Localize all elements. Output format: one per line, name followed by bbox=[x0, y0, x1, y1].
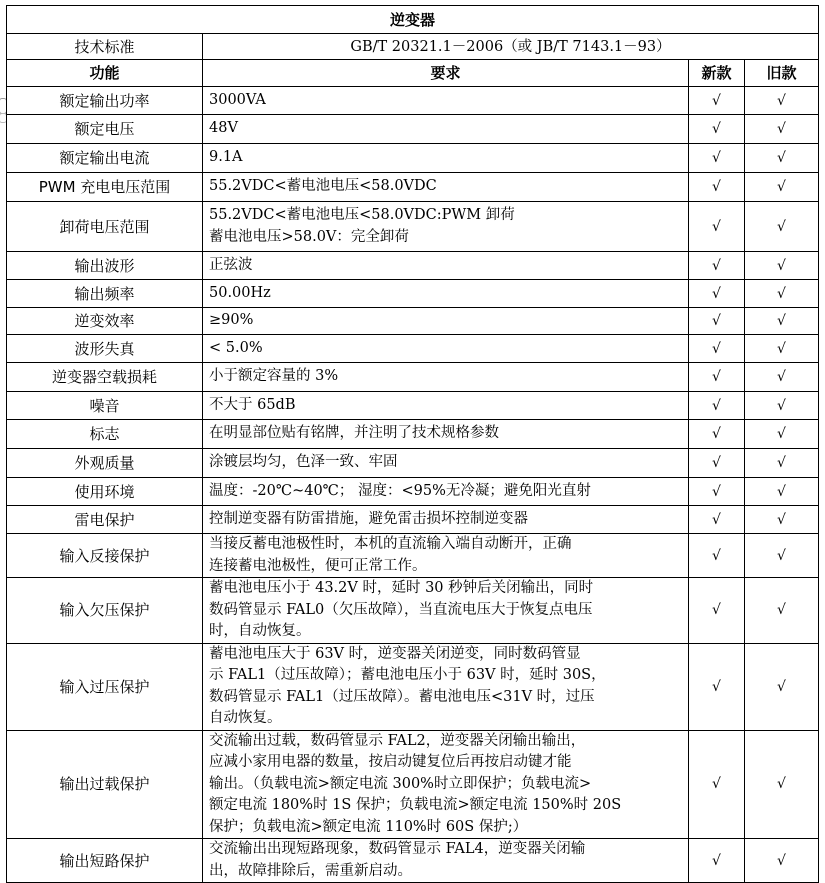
table-row bbox=[7, 335, 819, 363]
check-old: √ bbox=[745, 202, 819, 252]
table-row bbox=[7, 506, 819, 534]
check-old: √ bbox=[745, 392, 819, 420]
table-row bbox=[7, 534, 819, 578]
check-new: √ bbox=[689, 308, 745, 335]
spec-table-container bbox=[6, 5, 818, 883]
table-row bbox=[7, 202, 819, 252]
function-cell: 标志 bbox=[7, 420, 203, 449]
check-old: √ bbox=[745, 363, 819, 392]
check-old: √ bbox=[745, 115, 819, 144]
check-old: √ bbox=[745, 534, 819, 578]
check-new: √ bbox=[689, 87, 745, 115]
requirement-cell bbox=[203, 87, 689, 115]
requirement-line: 55.2VDC<蓄电池电压<58.0VDC bbox=[209, 178, 437, 195]
requirement-cell bbox=[203, 144, 689, 173]
requirement-line: 在明显部位贴有铭牌，并注明了技术规格参数 bbox=[209, 425, 499, 442]
table-row bbox=[7, 730, 819, 839]
requirement-line: 出，故障排除后，需重新启动。 bbox=[209, 862, 412, 879]
requirement-line: 48V bbox=[209, 120, 238, 137]
check-new: √ bbox=[689, 506, 745, 534]
check-new: √ bbox=[689, 839, 745, 883]
requirement-cell bbox=[203, 420, 689, 449]
check-old: √ bbox=[745, 420, 819, 449]
requirement-line: 数码管显示 FAL1（过压故障）。蓄电池电压<31V 时，过压 bbox=[209, 688, 595, 705]
requirement-cell bbox=[203, 839, 689, 883]
check-new: √ bbox=[689, 280, 745, 308]
header-function: 功能 bbox=[7, 60, 203, 87]
function-cell: 输入欠压保护 bbox=[7, 578, 203, 644]
function-cell: 噪音 bbox=[7, 392, 203, 420]
function-cell: 输入过压保护 bbox=[7, 643, 203, 730]
requirement-line: 控制逆变器有防雷措施，避免雷击损坏控制逆变器 bbox=[209, 510, 528, 527]
check-new: √ bbox=[689, 392, 745, 420]
check-old: √ bbox=[745, 478, 819, 506]
requirement-line: 小于额定容量的 3% bbox=[209, 368, 339, 385]
function-cell: 逆变效率 bbox=[7, 308, 203, 335]
check-new: √ bbox=[689, 335, 745, 363]
table-row bbox=[7, 115, 819, 144]
standard-label: 技术标准 bbox=[7, 34, 203, 60]
table-row bbox=[7, 839, 819, 883]
header-requirement: 要求 bbox=[203, 60, 689, 87]
check-old: √ bbox=[745, 335, 819, 363]
requirement-cell bbox=[203, 534, 689, 578]
function-cell: 卸荷电压范围 bbox=[7, 202, 203, 252]
check-new: √ bbox=[689, 420, 745, 449]
table-row bbox=[7, 280, 819, 308]
requirement-line: 应减小家用电器的数量，按启动键复位后再按启动键才能 bbox=[209, 754, 572, 770]
check-old: √ bbox=[745, 839, 819, 883]
requirement-line: < 5.0% bbox=[209, 339, 263, 356]
check-old: √ bbox=[745, 730, 819, 839]
requirement-cell bbox=[203, 643, 689, 730]
function-cell: 波形失真 bbox=[7, 335, 203, 363]
requirement-line: 数码管显示 FAL0（欠压故障），当直流电压大于恢复点电压 bbox=[209, 601, 593, 618]
requirement-cell bbox=[203, 449, 689, 478]
requirement-line: 时，自动恢复。 bbox=[209, 623, 311, 639]
table-row bbox=[7, 392, 819, 420]
requirement-line: 正弦波 bbox=[209, 256, 253, 273]
check-old: √ bbox=[745, 87, 819, 115]
check-old: √ bbox=[745, 449, 819, 478]
function-cell: 使用环境 bbox=[7, 478, 203, 506]
requirement-line: 交流输出过载，数码管显示 FAL2，逆变器关闭输出输出， bbox=[209, 732, 586, 749]
requirement-line: 保护；负载电流>额定电流 110%时 60S 保护;） bbox=[209, 818, 528, 835]
table-row bbox=[7, 578, 819, 644]
requirement-cell bbox=[203, 115, 689, 144]
header-row bbox=[7, 60, 819, 87]
function-cell: 额定输出电流 bbox=[7, 144, 203, 173]
requirement-line: 9.1A bbox=[209, 149, 243, 166]
table-row bbox=[7, 420, 819, 449]
requirement-line: 额定电流 180%时 1S 保护；负载电流>额定电流 150%时 20S bbox=[209, 797, 622, 813]
requirement-cell bbox=[203, 335, 689, 363]
function-cell: 输出波形 bbox=[7, 252, 203, 280]
function-cell: 额定电压 bbox=[7, 115, 203, 144]
check-new: √ bbox=[689, 449, 745, 478]
check-new: √ bbox=[689, 730, 745, 839]
check-new: √ bbox=[689, 478, 745, 506]
function-cell: 输入反接保护 bbox=[7, 534, 203, 578]
function-cell: 外观质量 bbox=[7, 449, 203, 478]
check-old: √ bbox=[745, 308, 819, 335]
function-cell: 额定输出功率 bbox=[7, 87, 203, 115]
requirement-line: 3000VA bbox=[209, 91, 266, 108]
table-row bbox=[7, 363, 819, 392]
table-row bbox=[7, 478, 819, 506]
check-old: √ bbox=[745, 506, 819, 534]
requirement-cell bbox=[203, 578, 689, 644]
check-new: √ bbox=[689, 115, 745, 144]
requirement-cell bbox=[203, 252, 689, 280]
table-row bbox=[7, 308, 819, 335]
requirement-line: 交流输出出现短路现象，数码管显示 FAL4，逆变器关闭输 bbox=[209, 841, 586, 857]
check-new: √ bbox=[689, 643, 745, 730]
header-new: 新款 bbox=[689, 60, 745, 87]
table-row bbox=[7, 87, 819, 115]
requirement-cell bbox=[203, 506, 689, 534]
check-new: √ bbox=[689, 202, 745, 252]
header-old: 旧款 bbox=[745, 60, 819, 87]
inverter-spec-table bbox=[6, 5, 819, 883]
requirement-line: 示 FAL1（过压故障）；蓄电池电压小于 63V 时，延时 30S， bbox=[209, 667, 606, 683]
table-row bbox=[7, 643, 819, 730]
table-row bbox=[7, 449, 819, 478]
check-new: √ bbox=[689, 363, 745, 392]
requirement-line: 输出。（负载电流>额定电流 300%时立即保护；负载电流> bbox=[209, 775, 592, 792]
requirement-line: 50.00Hz bbox=[209, 284, 271, 301]
requirement-cell bbox=[203, 308, 689, 335]
requirement-cell bbox=[203, 392, 689, 420]
requirement-line: 当接反蓄电池极性时，本机的直流输入端自动断开，正确 bbox=[209, 536, 572, 552]
check-old: √ bbox=[745, 578, 819, 644]
check-new: √ bbox=[689, 144, 745, 173]
check-new: √ bbox=[689, 578, 745, 644]
requirement-cell bbox=[203, 280, 689, 308]
function-cell: 输出短路保护 bbox=[7, 839, 203, 883]
standard-row bbox=[7, 34, 819, 60]
requirement-line: 涂镀层均匀，色泽一致、牢固 bbox=[209, 454, 398, 471]
function-cell: 雷电保护 bbox=[7, 506, 203, 534]
requirement-line: ≥90% bbox=[209, 312, 254, 329]
requirement-cell bbox=[203, 730, 689, 839]
check-new: √ bbox=[689, 252, 745, 280]
requirement-line: 连接蓄电池极性，便可正常工作。 bbox=[209, 557, 427, 574]
function-cell: 输出频率 bbox=[7, 280, 203, 308]
check-old: √ bbox=[745, 280, 819, 308]
check-old: √ bbox=[745, 144, 819, 173]
table-row bbox=[7, 173, 819, 202]
requirement-cell bbox=[203, 363, 689, 392]
requirement-line: 蓄电池电压大于 63V 时，逆变器关闭逆变，同时数码管显 bbox=[209, 645, 581, 662]
table-title-row bbox=[7, 6, 819, 34]
function-cell: PWM 充电电压范围 bbox=[7, 173, 203, 202]
table-row bbox=[7, 252, 819, 280]
requirement-line: 自动恢复。 bbox=[209, 710, 282, 726]
check-old: √ bbox=[745, 643, 819, 730]
requirement-line: 不大于 65dB bbox=[209, 396, 296, 413]
function-cell: 输出过载保护 bbox=[7, 730, 203, 839]
check-old: √ bbox=[745, 173, 819, 202]
function-cell: 逆变器空载损耗 bbox=[7, 363, 203, 392]
requirement-cell bbox=[203, 478, 689, 506]
requirement-cell bbox=[203, 173, 689, 202]
standard-value: GB/T 20321.1－2006（或 JB/T 7143.1－93） bbox=[203, 34, 819, 60]
check-new: √ bbox=[689, 534, 745, 578]
requirement-cell bbox=[203, 202, 689, 252]
requirement-line: 蓄电池电压>58.0V：完全卸荷 bbox=[209, 228, 409, 245]
requirement-line: 55.2VDC<蓄电池电压<58.0VDC:PWM 卸荷 bbox=[209, 207, 515, 223]
table-title: 逆变器 bbox=[7, 6, 819, 34]
requirement-line: 温度：-20℃~40℃； 湿度：<95%无冷凝；避免阳光直射 bbox=[209, 482, 591, 499]
check-old: √ bbox=[745, 252, 819, 280]
check-new: √ bbox=[689, 173, 745, 202]
requirement-line: 蓄电池电压小于 43.2V 时，延时 30 秒钟后关闭输出，同时 bbox=[209, 580, 594, 596]
table-row bbox=[7, 144, 819, 173]
